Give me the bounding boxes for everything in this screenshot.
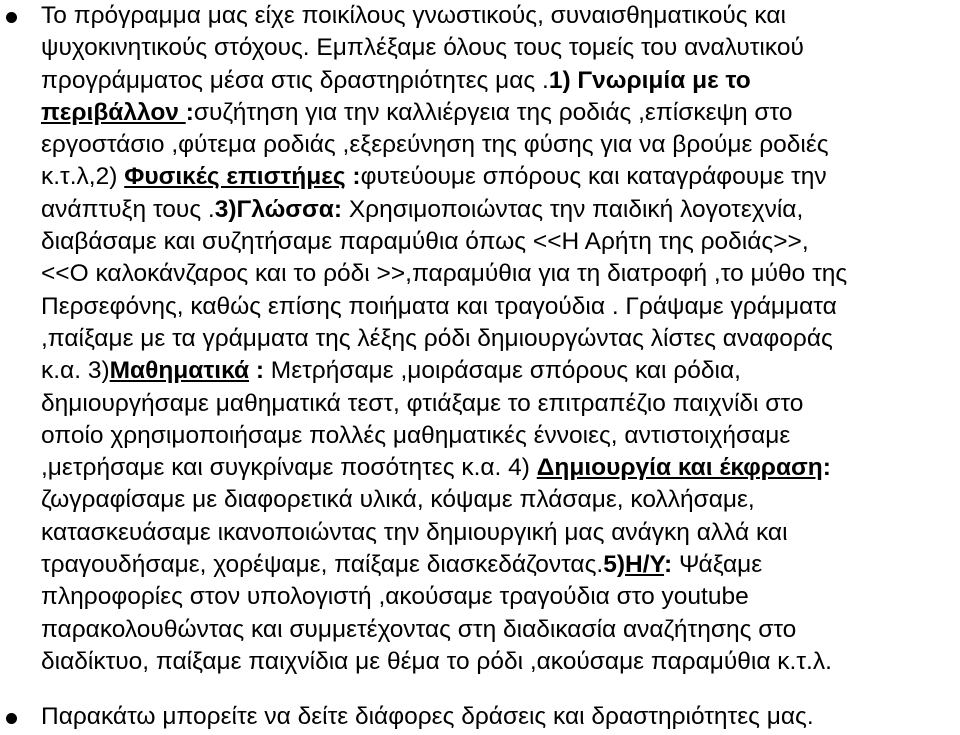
text-run: οποίο χρησιμοποιήσαμε πολλές μαθηματικές έννοιες, αντιστοιχήσαμε bbox=[41, 421, 791, 449]
text-run: ,μετρήσαμε και συγκρίναμε ποσότητες κ.α. 4) bbox=[41, 454, 537, 482]
emphasis-run: Φυσικές επιστήμες bbox=[124, 163, 346, 191]
text-line bbox=[41, 388, 954, 420]
text-line bbox=[41, 32, 954, 64]
text-run: κ.τ.λ,2) bbox=[41, 163, 125, 191]
text-line bbox=[41, 355, 954, 387]
text-run: διαδίκτυο, παίξαμε παιχνίδια με θέμα το ρόδι ,ακούσαμε παραμύθια κ.τ.λ. bbox=[41, 647, 832, 675]
text-line bbox=[41, 0, 954, 32]
text-run: Χρησιμοποιώντας την παιδική λογοτεχνία, bbox=[342, 195, 804, 223]
text-run: <<Ο καλοκάνζαρος και το ρόδι >>,παραμύθια για τη διατροφή ,το μύθο της bbox=[41, 260, 848, 288]
text-run: Μετρήσαμε ,μοιράσαμε σπόρους και ρόδια, bbox=[263, 357, 741, 385]
text-run: ,παίξαμε με τα γράμματα της λέξης ρόδι δημιουργώντας λίστες αναφοράς bbox=[41, 324, 833, 352]
text-run: διαβάσαμε και συζητήσαμε παραμύθια όπως <<Η Αρήτη της ροδιάς>>, bbox=[41, 228, 809, 256]
text-line bbox=[41, 452, 954, 484]
text-run: συζήτηση για την καλλιέργεια της ροδιάς ,επίσκεψη στο bbox=[193, 98, 793, 126]
text-run: κ.α. 3) bbox=[41, 357, 110, 385]
text-run: Ψάξαμε bbox=[672, 551, 763, 579]
text-line bbox=[41, 646, 954, 678]
text-line bbox=[41, 517, 954, 549]
text-line bbox=[41, 701, 954, 733]
bullet-dot-icon bbox=[6, 12, 17, 23]
emphasis-run: περιβάλλον bbox=[41, 98, 186, 126]
text-run: κατασκευάσαμε ικανοποιώντας την δημιουργική μας ανάγκη αλλά και bbox=[41, 518, 788, 546]
emphasis-run: : bbox=[185, 98, 194, 126]
text-run: Παρακάτω μπορείτε να δείτε διάφορες δράσεις και δραστηριότητες μας. bbox=[41, 703, 814, 730]
text-run: ψυχοκινητικούς στόχους. Εμπλέξαμε όλους τους τομείς του αναλυτικού bbox=[41, 34, 804, 62]
text-line bbox=[41, 226, 954, 258]
text-run: ζωγραφίσαμε με διαφορετικά υλικά, κόψαμε πλάσαμε, κολλήσαμε, bbox=[41, 486, 755, 514]
bullet-dot-icon bbox=[6, 713, 17, 724]
text-line bbox=[41, 323, 954, 355]
text-run: προγράμματος μέσα στις δραστηριότητες μας . bbox=[41, 66, 549, 94]
text-line bbox=[41, 97, 954, 129]
emphasis-run: Η/Υ bbox=[625, 551, 665, 579]
text-run: Περσεφόνης, καθώς επίσης ποιήματα και τραγούδια . Γράψαμε γράμματα bbox=[41, 292, 837, 320]
text-line bbox=[41, 194, 954, 226]
emphasis-run: : bbox=[249, 357, 264, 385]
emphasis-run: : bbox=[664, 551, 673, 579]
text-line bbox=[41, 65, 954, 97]
text-run: φυτεύουμε σπόρους και καταγράφουμε την bbox=[360, 163, 827, 191]
text-line bbox=[41, 258, 954, 290]
text-run: Το πρόγραμμα μας είχε ποικίλους γνωστικούς, συναισθηματικούς και bbox=[41, 2, 786, 29]
emphasis-run: : bbox=[822, 454, 831, 482]
text-line bbox=[41, 420, 954, 452]
bullet-text-2 bbox=[41, 701, 954, 733]
emphasis-run: 1) Γνωριμία με το bbox=[548, 66, 751, 94]
bullet-text-1 bbox=[41, 0, 954, 678]
text-run: παρακολουθώντας και συμμετέχοντας στη διαδικασία αναζήτησης στο bbox=[41, 615, 797, 643]
text-run: τραγουδήσαμε, χορέψαμε, παίξαμε διασκεδάζοντας. bbox=[41, 551, 604, 579]
text-run: δημιουργήσαμε μαθηματικά τεστ, φτιάξαμε το επιτραπέζιο παιχνίδι στο bbox=[41, 389, 804, 417]
text-line bbox=[41, 614, 954, 646]
emphasis-run: 3)Γλώσσα: bbox=[214, 195, 343, 223]
emphasis-run: : bbox=[345, 163, 361, 191]
emphasis-run: Μαθηματικά bbox=[109, 357, 250, 385]
text-line bbox=[41, 484, 954, 516]
text-line bbox=[41, 549, 954, 581]
text-line bbox=[41, 129, 954, 161]
text-run: πληροφορίες στον υπολογιστή ,ακούσαμε τραγούδια στο youtube bbox=[41, 583, 749, 611]
text-line bbox=[41, 581, 954, 613]
text-line bbox=[41, 161, 954, 193]
text-run: εργοστάσιο ,φύτεμα ροδιάς ,εξερεύνηση της φύσης για να βρούμε ροδιές bbox=[41, 131, 829, 159]
text-line bbox=[41, 291, 954, 323]
text-run: ανάπτυξη τους . bbox=[41, 195, 215, 223]
emphasis-run: Δημιουργία και έκφραση bbox=[536, 454, 823, 482]
emphasis-run: 5) bbox=[603, 551, 625, 579]
